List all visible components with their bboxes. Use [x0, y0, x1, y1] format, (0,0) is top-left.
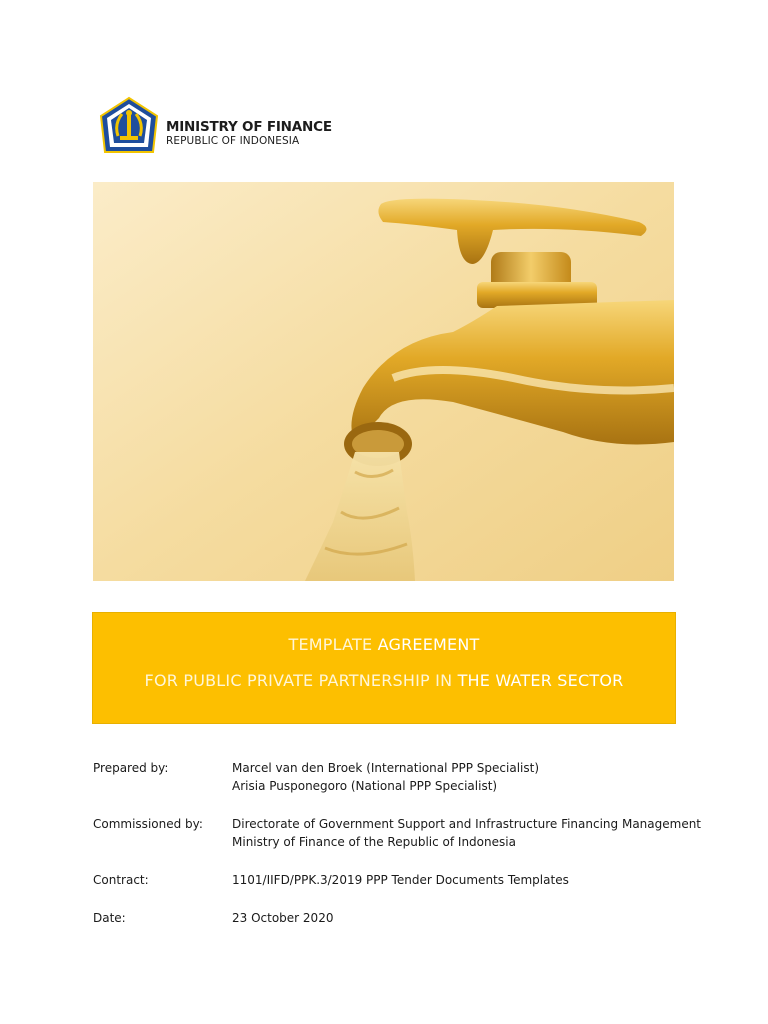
- detail-value: [232, 816, 701, 851]
- detail-value-line: Ministry of Finance of the Republic of Indonesia: [232, 834, 516, 849]
- detail-value: [232, 760, 539, 795]
- detail-label: Date:: [93, 911, 126, 925]
- detail-value-line: Arisia Pusponegoro (National PPP Specialist): [232, 778, 498, 793]
- banner-subtitle: [93, 671, 675, 690]
- cover-image: [93, 182, 674, 581]
- detail-value: [232, 872, 569, 890]
- detail-label: Commissioned by:: [93, 817, 203, 831]
- detail-label: Prepared by:: [93, 761, 169, 775]
- title-banner: [92, 612, 676, 724]
- detail-value-line: 1101/IIFD/PPK.3/2019 PPP Tender Documents Templates: [232, 873, 569, 887]
- ministry-emblem-icon: [98, 96, 160, 156]
- detail-value-line: 23 October 2020: [232, 911, 334, 925]
- org-title: MINISTRY OF FINANCE: [166, 119, 332, 135]
- banner-subtitle-strong: THE WATER SECTOR: [457, 671, 624, 690]
- banner-title-strong: AGREEMENT: [377, 635, 480, 654]
- detail-label: Contract:: [93, 873, 149, 887]
- detail-value-line: Marcel van den Broek (International PPP Specialist): [232, 761, 540, 775]
- banner-title: [93, 635, 675, 654]
- banner-subtitle-light: FOR PUBLIC PRIVATE PARTNERSHIP IN: [144, 671, 453, 690]
- detail-value-line: Directorate of Government Support and Infrastructure Financing Management: [232, 817, 702, 831]
- ministry-logo: [98, 96, 338, 156]
- detail-value: [232, 910, 333, 928]
- water-tap-icon: [93, 182, 674, 581]
- banner-title-light: TEMPLATE: [288, 635, 373, 654]
- org-subtitle: REPUBLIC OF INDONESIA: [166, 135, 300, 147]
